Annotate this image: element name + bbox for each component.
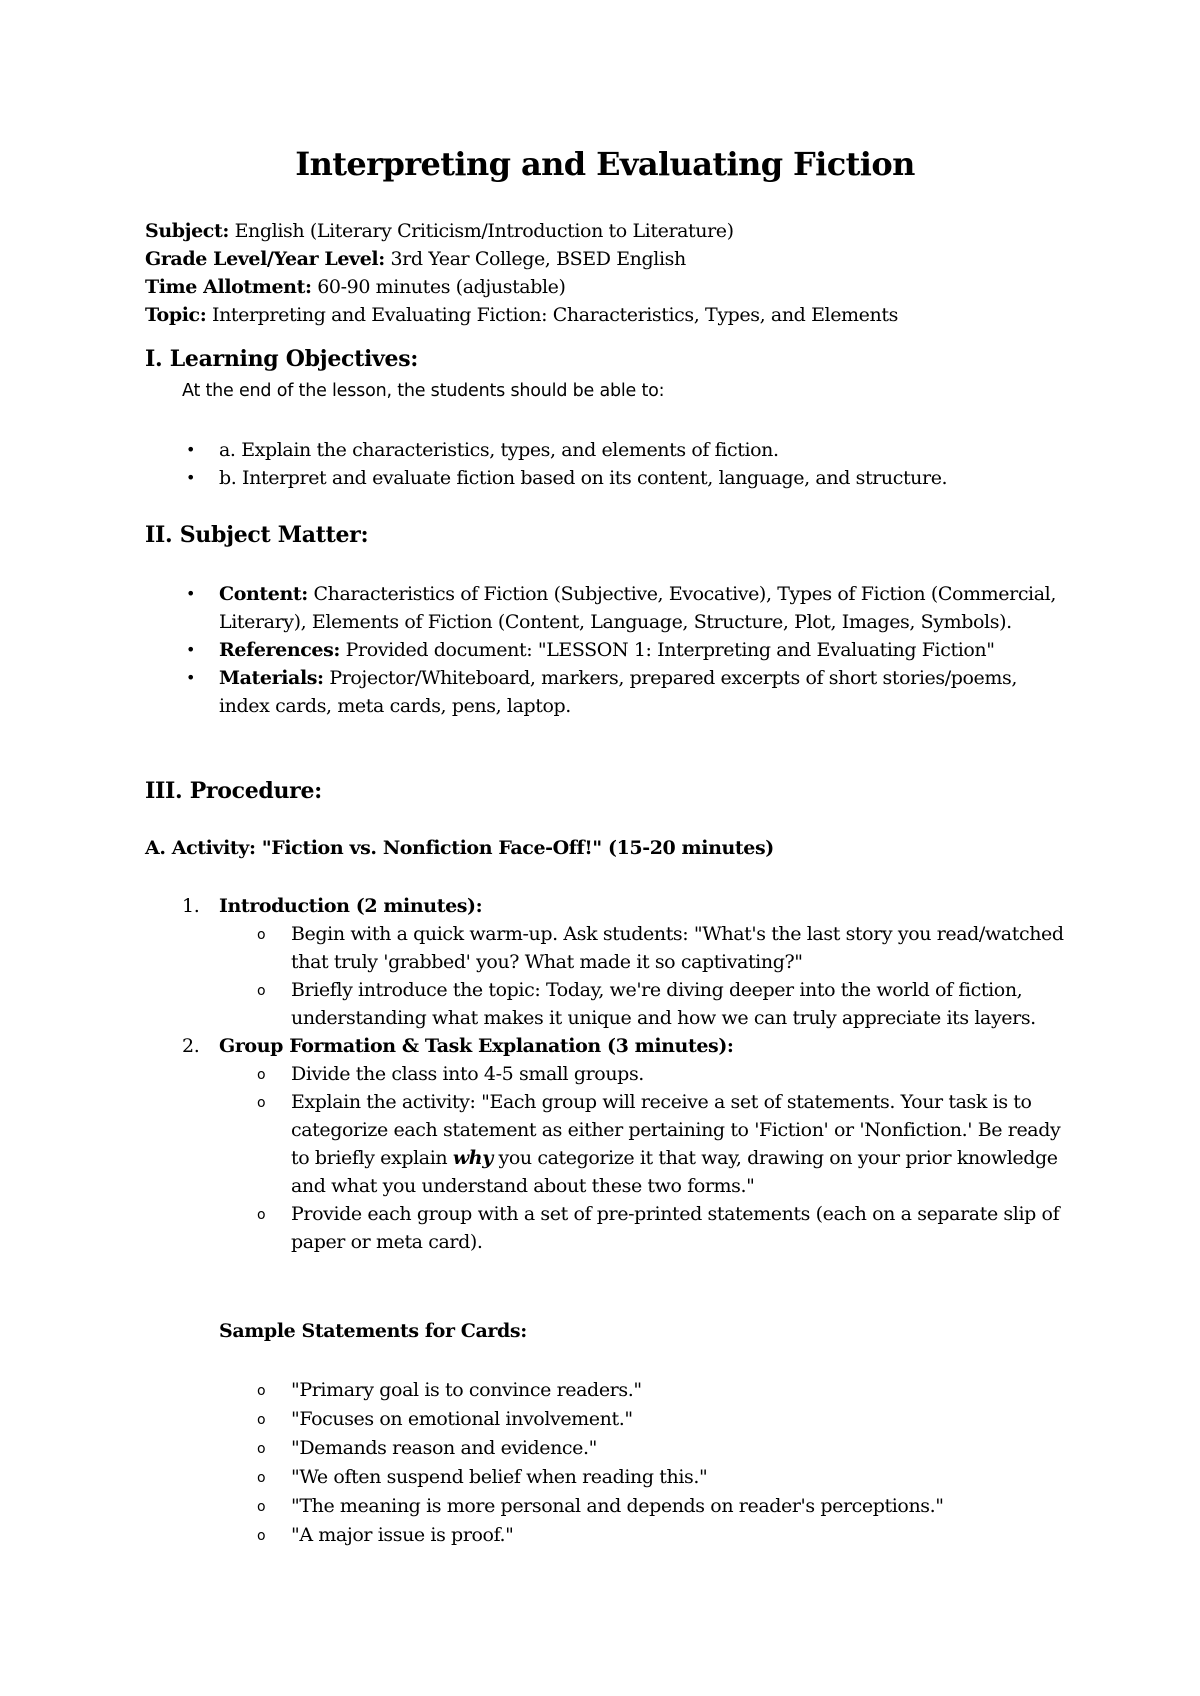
bullet-icon: • (186, 468, 196, 487)
meta-grade: Grade Level/Year Level: 3rd Year College, BSED English (145, 248, 686, 270)
list-item: o Briefly introduce the topic: Today, we're diving deeper into the world of fiction, understanding what makes it unique and how we can truly appreciate its layers. (257, 979, 1036, 1029)
list-item: o "Demands reason and evidence." (219, 1434, 1065, 1463)
step-item (145, 892, 1065, 1032)
list-item: • Materials: Projector/Whiteboard, markers, prepared excerpts of short stories/poems, index cards, meta cards, pens, laptop. (145, 664, 1065, 720)
circle-bullet-icon: o (257, 1412, 266, 1428)
bullet-icon: • (186, 584, 196, 603)
bullet-icon: • (186, 440, 196, 459)
activity-heading: A. Activity: "Fiction vs. Nonfiction Face-Off!" (15-20 minutes) (145, 837, 774, 859)
meta-subject: Subject: English (Literary Criticism/Introduction to Literature) (145, 220, 734, 242)
procedure-steps (145, 892, 1065, 1256)
subject-matter-heading: II. Subject Matter: (145, 522, 369, 548)
samples-heading: Sample Statements for Cards: (219, 1320, 527, 1342)
objectives-heading: I. Learning Objectives: (145, 346, 419, 372)
meta-topic: Topic: Interpreting and Evaluating Fiction: Characteristics, Types, and Elements (145, 304, 898, 326)
step-sublist (219, 920, 1065, 1032)
circle-bullet-icon: o (257, 1095, 266, 1111)
circle-bullet-icon: o (257, 983, 266, 999)
meta-time: Time Allotment: 60-90 minutes (adjustable) (145, 276, 566, 298)
list-item: o "We often suspend belief when reading this." (219, 1463, 1065, 1492)
list-item: • b. Interpret and evaluate fiction based on its content, language, and structure. (145, 464, 1065, 492)
list-item: o "Primary goal is to convince readers." (219, 1376, 1065, 1405)
circle-bullet-icon: o (257, 1383, 266, 1399)
circle-bullet-icon: o (257, 1067, 266, 1083)
circle-bullet-icon: o (257, 1528, 266, 1544)
circle-bullet-icon: o (257, 927, 266, 943)
bullet-icon: • (186, 668, 196, 687)
circle-bullet-icon: o (257, 1207, 266, 1223)
bullet-icon: • (186, 640, 196, 659)
page-title: Interpreting and Evaluating Fiction (295, 145, 915, 183)
list-item: o "The meaning is more personal and depends on reader's perceptions." (219, 1492, 1065, 1521)
list-item: o Explain the activity: "Each group will receive a set of statements. Your task is to categorize each statement as either pertaining to 'Fiction' or 'Nonfiction.' Be ready to briefly explain why you categorize it that way, drawing on your prior knowledge and what you understand about these two forms." (257, 1091, 1061, 1197)
list-item: o "A major issue is proof." (219, 1521, 1065, 1550)
lesson-meta (145, 217, 1065, 329)
step-number: 2. (182, 1035, 200, 1057)
objectives-list (145, 436, 1065, 492)
procedure-heading: III. Procedure: (145, 778, 322, 804)
step-number: 1. (182, 895, 200, 917)
list-item: o "Focuses on emotional involvement." (219, 1405, 1065, 1434)
circle-bullet-icon: o (257, 1470, 266, 1486)
list-item: • Content: Characteristics of Fiction (Subjective, Evocative), Types of Fiction (Commercial, Literary), Elements of Fiction (Content, Language, Structure, Plot, Images, Symbols). (145, 580, 1065, 636)
circle-bullet-icon: o (257, 1499, 266, 1515)
list-item: o Begin with a quick warm-up. Ask students: "What's the last story you read/watched that truly 'grabbed' you? What made it so captivating?" (257, 923, 1064, 973)
objectives-intro: At the end of the lesson, the students should be able to: (182, 381, 665, 401)
list-item: • a. Explain the characteristics, types, and elements of fiction. (145, 436, 1065, 464)
step-sublist (219, 1060, 1065, 1256)
circle-bullet-icon: o (257, 1441, 266, 1457)
subject-matter-list (145, 580, 1065, 720)
list-item: o Provide each group with a set of pre-printed statements (each on a separate slip of paper or meta card). (257, 1203, 1060, 1253)
step-title: Group Formation & Task Explanation (3 minutes): (219, 1035, 734, 1057)
sample-statements-list (219, 1376, 1065, 1550)
list-item: • References: Provided document: "LESSON 1: Interpreting and Evaluating Fiction" (145, 636, 1065, 664)
list-item: o Divide the class into 4-5 small groups. (219, 1060, 1065, 1088)
step-title: Introduction (2 minutes): (219, 895, 483, 917)
step-item (145, 1032, 1065, 1256)
